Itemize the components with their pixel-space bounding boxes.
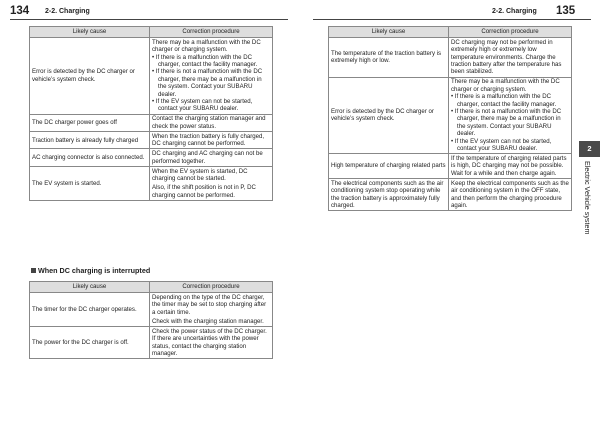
left-troubleshooting-table	[29, 26, 273, 201]
table-row	[30, 114, 273, 131]
left-page-number: 134	[10, 5, 30, 17]
correction-cell: Keep the electrical components such as the air conditioning system in the OFF state, and then perform the charging procedure again.	[449, 179, 572, 211]
table-row	[329, 77, 572, 154]
table-row	[30, 293, 273, 327]
correction-cell: When the traction battery is fully charged, DC charging cannot be performed.	[150, 132, 273, 149]
cause-cell: The timer for the DC charger operates.	[30, 293, 150, 327]
right-troubleshooting-table	[328, 26, 572, 211]
bullet-item: • If there is a malfunction with the DC charger, contact the facility manager.	[152, 53, 258, 69]
column-header-correction-procedure: Correction procedure	[150, 27, 273, 38]
correction-cell	[150, 38, 273, 115]
table-row	[30, 327, 273, 359]
right-section-title: 2-2. Charging	[492, 8, 537, 15]
cause-cell: The temperature of the traction battery is extremely high or low.	[329, 38, 449, 78]
cause-cell: The EV system is started.	[30, 166, 150, 200]
column-header-likely-cause: Likely cause	[30, 282, 150, 293]
square-bullet-icon	[31, 268, 36, 273]
table-row	[329, 154, 572, 179]
subheading-text: When DC charging is interrupted	[38, 266, 151, 275]
table-row	[30, 38, 273, 115]
right-header-rule	[313, 19, 591, 20]
correction-cell: If the temperature of charging related parts is high, DC charging may not be possible. Wait for a while and then charge again.	[449, 154, 572, 179]
correction-cell: Check the power status of the DC charger. If there are uncertainties with the power status, contact the charging station manager.	[150, 327, 273, 359]
correction-cell	[150, 166, 273, 200]
correction-cell: Contact the charging station manager and check the power status.	[150, 114, 273, 131]
chapter-title-vertical: Electric Vehicle system	[583, 161, 592, 235]
right-page-number: 135	[556, 5, 576, 17]
cause-cell: The power for the DC charger is off.	[30, 327, 150, 359]
chapter-number-tab: 2	[579, 141, 600, 157]
correction-text: When the EV system is started, DC charging cannot be started.	[152, 167, 248, 183]
correction-text: There may be a malfunction with the DC charger or charging system.	[152, 38, 261, 54]
cause-cell: Error is detected by the DC charger or vehicle’s system check.	[30, 38, 150, 115]
bullet-item: • If there is a malfunction with the DC charger, contact the facility manager.	[451, 93, 557, 108]
correction-cell	[150, 293, 273, 327]
column-header-likely-cause: Likely cause	[30, 27, 150, 38]
table-row	[30, 132, 273, 149]
table-row	[30, 166, 273, 200]
correction-text: Check with the charging station manager.	[152, 318, 264, 326]
left-section-title: 2-2. Charging	[45, 8, 90, 15]
table-row	[329, 179, 572, 211]
correction-cell: DC charging and AC charging can not be performed together.	[150, 149, 273, 166]
column-header-correction-procedure: Correction procedure	[449, 27, 572, 38]
cause-cell: Error is detected by the DC charger or vehicle’s system check.	[329, 77, 449, 154]
column-header-likely-cause: Likely cause	[329, 27, 449, 38]
correction-text: Depending on the type of the DC charger, the timer may be set to stop charging after a certain time.	[152, 293, 267, 316]
bullet-item: • If the EV system can not be started, contact your SUBARU dealer.	[451, 137, 552, 153]
cause-cell: AC charging connector is also connected.	[30, 149, 150, 166]
column-header-correction-procedure: Correction procedure	[150, 282, 273, 293]
cause-cell: Traction battery is already fully charged	[30, 132, 150, 149]
cause-cell: High temperature of charging related parts	[329, 154, 449, 179]
correction-cell	[449, 77, 572, 154]
bullet-item: • If the EV system can not be started, contact your SUBARU dealer.	[152, 98, 253, 113]
correction-text: Also, if the shift position is not in P, DC charging cannot be performed.	[152, 184, 256, 199]
correction-text: There may be a malfunction with the DC charger or charging system.	[451, 78, 560, 93]
cause-cell: The DC charger power goes off	[30, 114, 150, 131]
bullet-item: • If there is not a malfunction with the DC charger, there may be a malfunction in the system. Contact your SUBARU dealer.	[152, 68, 263, 98]
table-row	[30, 149, 273, 166]
table-row	[329, 38, 572, 78]
bullet-item: • If there is not a malfunction with the DC charger, there may be a malfunction in the system. Contact your SUBARU dealer.	[451, 108, 562, 138]
left-header-rule	[10, 19, 288, 20]
cause-cell: The electrical components such as the air conditioning system stop operating while the traction battery is approximately fully charged.	[329, 179, 449, 211]
interrupted-charging-table	[29, 281, 273, 359]
section-subheading	[31, 266, 150, 275]
correction-cell: DC charging may not be performed in extremely high or extremely low temperature environments. Charge the traction battery after the temperature has been stabilized.	[449, 38, 572, 78]
